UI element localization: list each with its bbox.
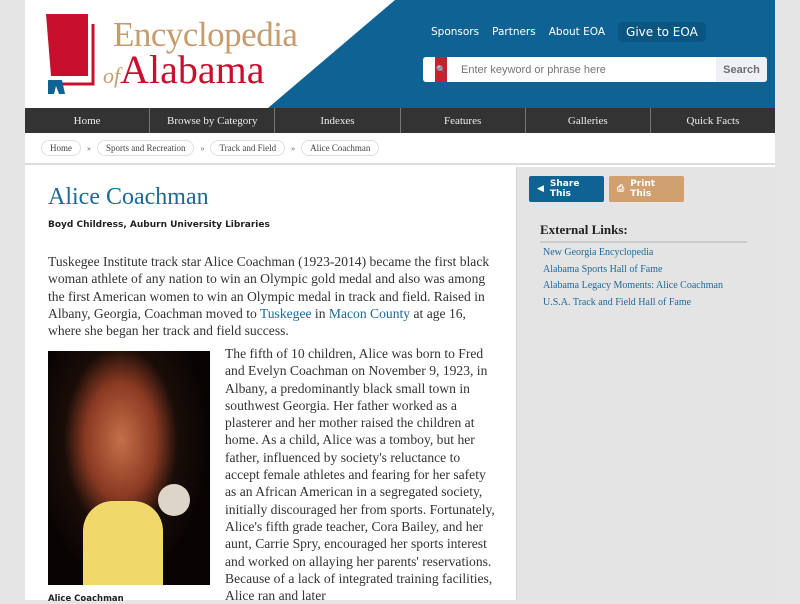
main-nav xyxy=(25,108,775,133)
about-link[interactable]: About EOA xyxy=(548,26,606,38)
logo-text-of: of xyxy=(103,63,121,88)
search-button[interactable]: Search xyxy=(716,57,767,82)
breadcrumb-home[interactable]: Home xyxy=(41,140,81,156)
external-link[interactable]: New Georgia Encyclopedia xyxy=(543,247,654,258)
nav-features[interactable]: Features xyxy=(401,108,526,133)
printer-icon: ⎙ xyxy=(617,184,625,194)
article-paragraph: The fifth of 10 children, Alice was born to Fred and Evelyn Coachman on November 9, 1923, in Albany, a predominantly black small town in southwest Georgia. Her father worked as a plasterer and her mother raised the children at home. As a child, Alice was a tomboy, but her father, influenced by society's reluctance to accept female athletes and fearing for her safety as an African American in a segregated society, initially discouraged her from sports. Fortunately, Alice's fifth grade teacher, Cora Bailey, and her aunt, Carrie Spry, encouraged her sports interest and worked on allaying her parents' reservations. Because of a lack of integrated training facilities, Alice ran and later xyxy=(225,346,495,604)
alice-coachman-photo[interactable] xyxy=(48,351,210,585)
breadcrumb-separator: » xyxy=(291,143,296,153)
breadcrumb-separator: » xyxy=(87,143,91,153)
page xyxy=(25,0,775,604)
share-icon: ◀ xyxy=(537,184,544,194)
intro-text: at age 16, where she began her track and field success. xyxy=(48,305,466,339)
article-intro xyxy=(48,253,498,339)
photo-caption: Alice Coachman xyxy=(48,594,124,604)
tuskegee-link[interactable]: Tuskegee xyxy=(259,305,312,321)
share-button[interactable] xyxy=(529,176,604,202)
external-link[interactable]: Alabama Legacy Moments: Alice Coachman xyxy=(543,280,723,291)
nav-galleries[interactable]: Galleries xyxy=(526,108,651,133)
print-label: Print This xyxy=(630,179,656,199)
intro-text: in xyxy=(311,305,329,321)
sidebar xyxy=(516,167,775,600)
nav-indexes[interactable]: Indexes xyxy=(275,108,400,133)
give-button[interactable]: Give to EOA xyxy=(618,22,706,42)
sponsors-link[interactable]: Sponsors xyxy=(431,26,480,38)
breadcrumb-track[interactable]: Track and Field xyxy=(210,140,285,156)
alabama-map-icon xyxy=(43,14,103,94)
breadcrumb-current[interactable]: Alice Coachman xyxy=(301,140,379,156)
medal-image xyxy=(158,484,190,516)
breadcrumb-separator: » xyxy=(200,143,205,153)
nav-quick-facts[interactable]: Quick Facts xyxy=(686,114,740,127)
logo-text-alabama xyxy=(103,48,265,98)
page-title: Alice Coachman xyxy=(48,184,209,210)
article-author: Boyd Childress, Auburn University Libraries xyxy=(48,220,270,230)
external-links-heading: External Links: xyxy=(540,222,747,243)
breadcrumb xyxy=(25,133,775,165)
external-link[interactable]: U.S.A. Track and Field Hall of Fame xyxy=(543,296,692,308)
print-button[interactable] xyxy=(609,176,684,202)
header xyxy=(25,0,775,108)
partners-link[interactable]: Partners xyxy=(492,26,536,38)
search-input[interactable] xyxy=(447,57,716,82)
article xyxy=(25,167,515,604)
nav-home[interactable]: Home xyxy=(25,108,150,133)
site-logo[interactable] xyxy=(43,12,298,97)
top-links xyxy=(431,22,706,42)
external-link[interactable]: Alabama Sports Hall of Fame xyxy=(543,263,663,275)
intro-text: Tuskegee Institute track star Alice Coachman (1923-2014) became the first black woman athlete of any nation to win an Olympic gold medal and also was among the first American women to win an Olympic medal in track and field. Raised in Albany, Georgia, Coachman moved to xyxy=(48,254,490,321)
nav-browse-by-category[interactable]: Browse by Category xyxy=(150,108,275,133)
macon-county-link[interactable]: Macon County xyxy=(328,305,411,321)
logo-text-state: Alabama xyxy=(120,47,265,92)
share-label: Share This xyxy=(549,179,580,199)
logo-text-encyclopedia: Encyclopedia xyxy=(113,15,298,54)
search-icon[interactable]: 🔍 xyxy=(435,57,447,82)
external-links xyxy=(540,222,747,309)
breadcrumb-sports[interactable]: Sports and Recreation xyxy=(97,140,194,156)
search-bar xyxy=(423,57,767,82)
